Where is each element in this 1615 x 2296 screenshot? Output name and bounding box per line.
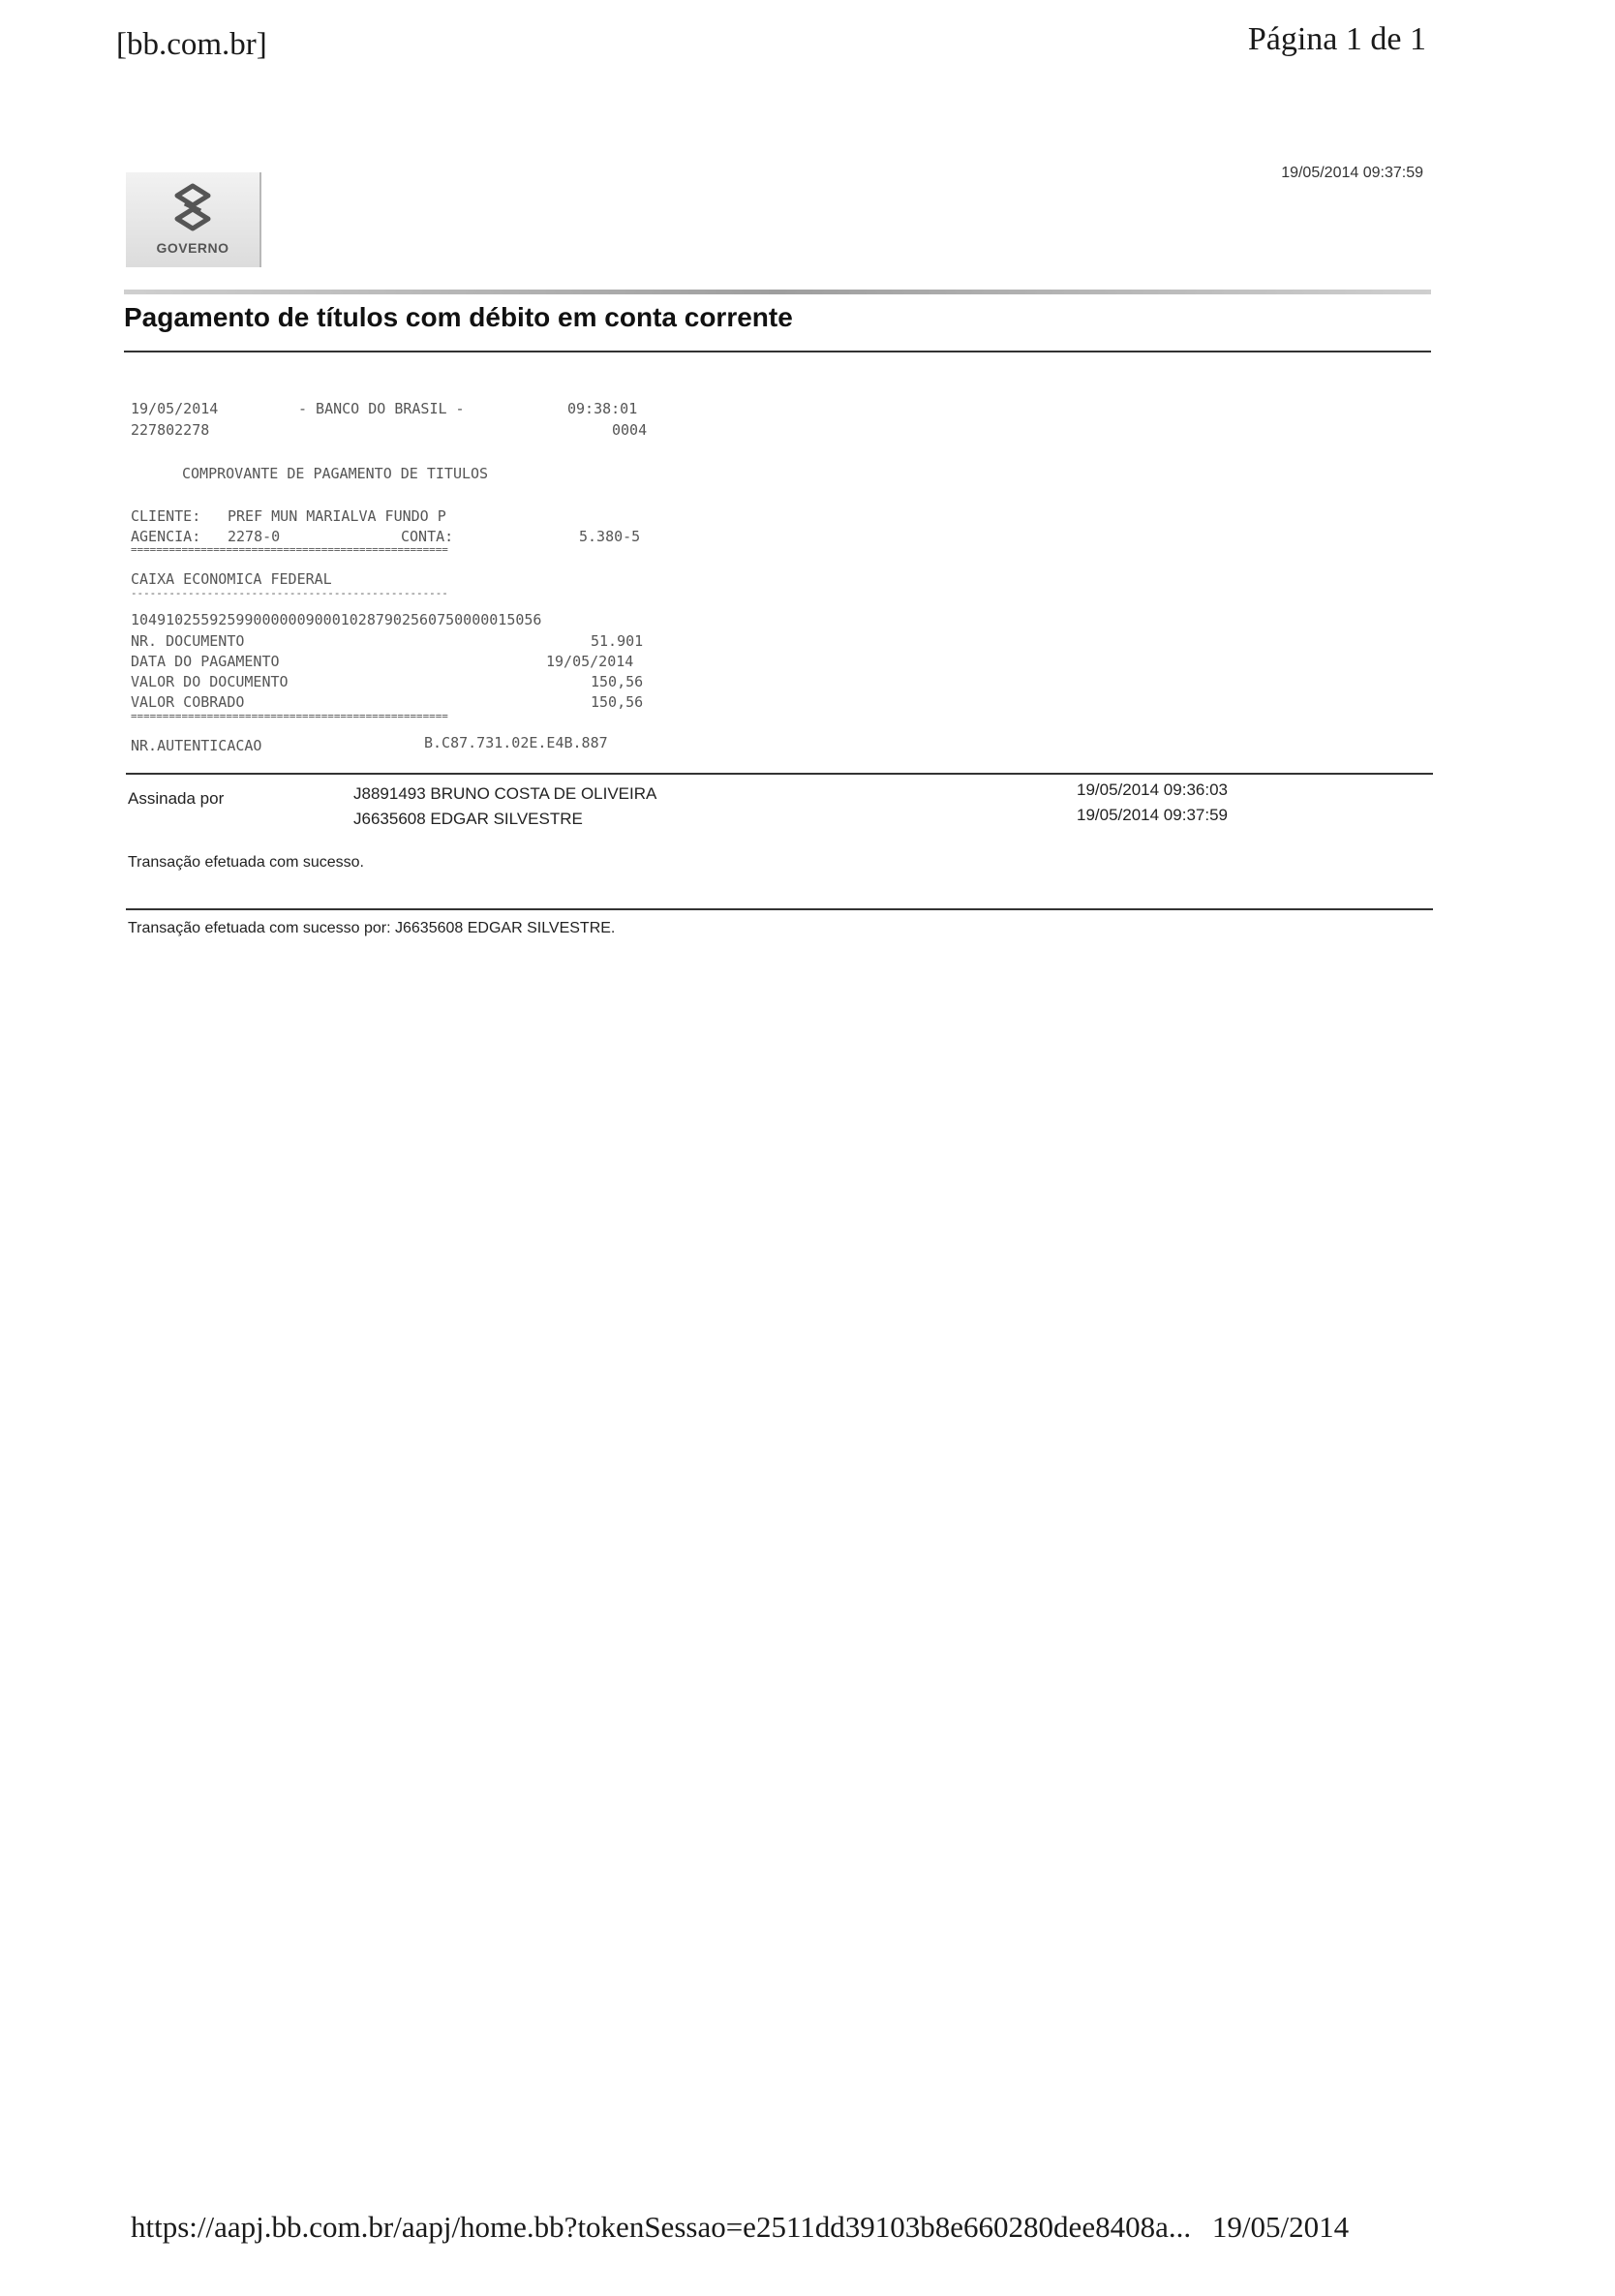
header-timestamp: 19/05/2014 09:37:59 [1281, 165, 1423, 181]
footer-url: https://aapj.bb.com.br/aapj/home.bb?tokenSessao=e2511dd39103b8e660280dee8408a... [131, 2210, 1192, 2244]
account-value: 5.380-5 [579, 528, 641, 545]
signer-name-1: J8891493 BRUNO COSTA DE OLIVEIRA [353, 784, 657, 803]
agency-value: 2278-0 [228, 528, 281, 545]
final-transaction-status: Transação efetuada com sucesso por: J6635608 EDGAR SILVESTRE. [128, 920, 616, 936]
page-title: Pagamento de títulos com débito em conta corrente [124, 302, 793, 332]
signature-divider [126, 773, 1433, 775]
charged-amount-label: VALOR COBRADO [131, 693, 245, 711]
signer-datetime-2: 19/05/2014 09:37:59 [1077, 806, 1228, 824]
account-label: CONTA: [401, 528, 454, 545]
receipt-bank-name: - BANCO DO BRASIL - [298, 400, 465, 417]
title-divider [124, 351, 1431, 352]
footer-line [131, 2210, 1349, 2245]
receipt-terminal: 0004 [612, 421, 648, 439]
beneficiary-name: CAIXA ECONOMICA FEDERAL [131, 570, 332, 588]
agency-label: AGENCIA: [131, 528, 201, 545]
header-site-text: [bb.com.br] [116, 27, 267, 62]
payment-date-value: 19/05/2014 [546, 653, 634, 670]
doc-number-value: 51.901 [591, 632, 644, 650]
header-band [124, 290, 1431, 294]
receipt-separator-single: -------------------------------------------------- [131, 587, 448, 599]
signed-by-label: Assinada por [128, 789, 225, 808]
receipt-date: 19/05/2014 [131, 400, 219, 417]
banco-do-brasil-logo-icon [169, 182, 216, 232]
receipt-separator-double: ================================================== [131, 543, 448, 556]
bank-logo [126, 172, 261, 267]
authentication-label: NR.AUTENTICACAO [131, 737, 262, 754]
client-label: CLIENTE: [131, 507, 201, 525]
client-value: PREF MUN MARIALVA FUNDO P [228, 507, 446, 525]
receipt-separator-double-2: ================================================== [131, 710, 448, 722]
payment-date-label: DATA DO PAGAMENTO [131, 653, 280, 670]
signer-datetime-1: 19/05/2014 09:36:03 [1077, 781, 1228, 799]
status-divider [126, 908, 1433, 910]
logo-label: GOVERNO [156, 240, 229, 256]
document-amount-label: VALOR DO DOCUMENTO [131, 673, 289, 690]
barcode-number: 10491025592599000000900010287902560750000015056 [131, 611, 542, 628]
transaction-status: Transação efetuada com sucesso. [128, 854, 364, 871]
charged-amount-value: 150,56 [591, 693, 644, 711]
receipt-heading: COMPROVANTE DE PAGAMENTO DE TITULOS [182, 465, 489, 482]
authentication-value: B.C87.731.02E.E4B.887 [424, 734, 608, 751]
footer-date: 19/05/2014 [1211, 2210, 1350, 2244]
receipt-code: 227802278 [131, 421, 210, 439]
receipt-time: 09:38:01 [567, 400, 638, 417]
page-number: Página 1 de 1 [1247, 21, 1426, 57]
document-amount-value: 150,56 [591, 673, 644, 690]
signer-name-2: J6635608 EDGAR SILVESTRE [353, 810, 583, 828]
doc-number-label: NR. DOCUMENTO [131, 632, 245, 650]
